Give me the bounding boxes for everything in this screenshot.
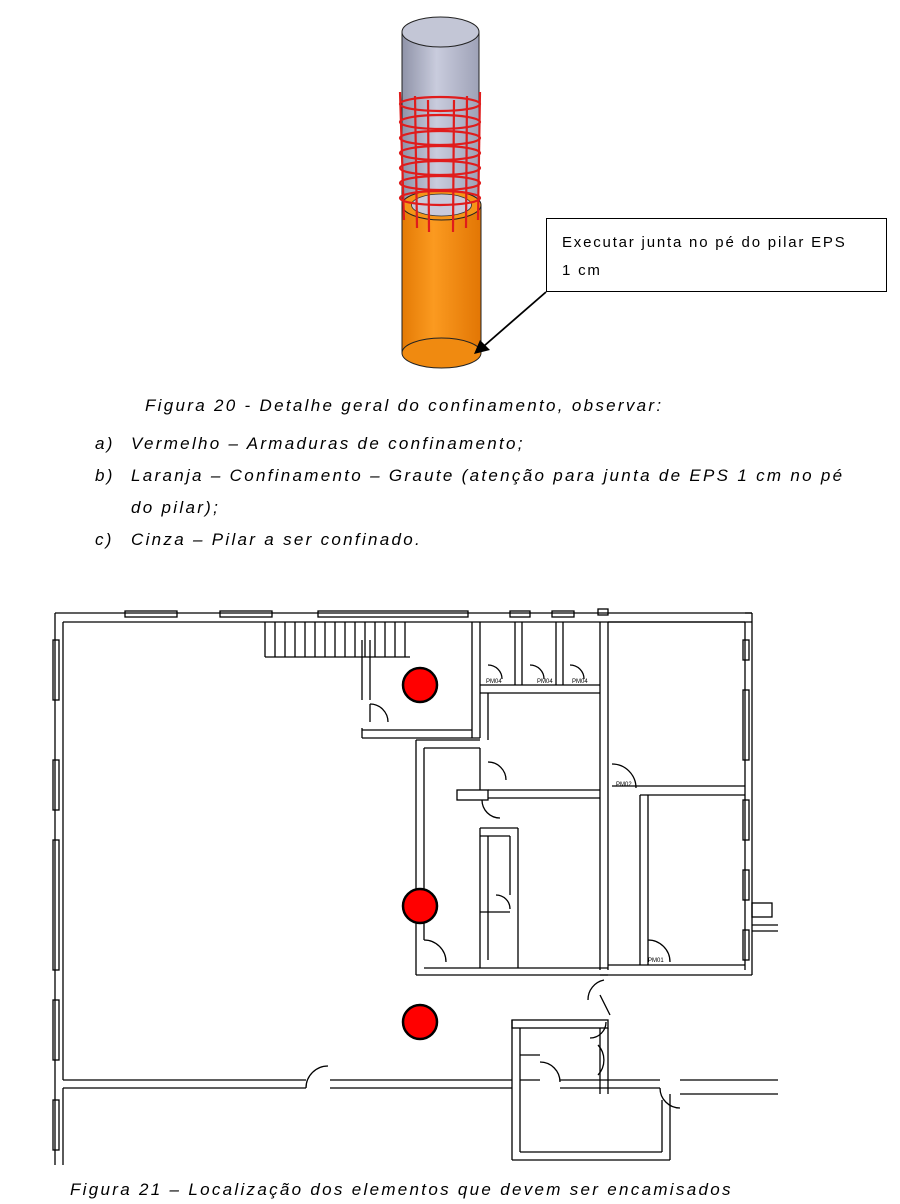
callout-line-1: Executar junta no pé do pilar EPS: [562, 234, 847, 251]
color-legend-list: [95, 428, 855, 556]
door-label-pm04: PM04: [486, 679, 502, 685]
eps-joint-callout: [546, 218, 887, 292]
pillar-location-markers: [403, 668, 437, 1039]
pillar-marker: [403, 668, 437, 702]
list-marker: c): [95, 530, 114, 549]
list-text: Vermelho – Armaduras de confinamento;: [131, 434, 525, 453]
pillar-confinement-illustration: [380, 10, 560, 375]
door-label-pm02: PM02: [616, 782, 632, 788]
door-label-pm01: PM01: [648, 958, 664, 964]
list-item: [95, 460, 855, 524]
list-item: [95, 524, 855, 556]
list-item: [95, 428, 855, 460]
pillar-marker: [403, 889, 437, 923]
pillar-marker: [403, 1005, 437, 1039]
door-label-pm04: PM04: [572, 679, 588, 685]
callout-line-2: 1 cm: [562, 262, 602, 279]
door-label-pm04: PM04: [537, 679, 553, 685]
pm04-door-labels: [486, 679, 588, 685]
callout-arrow: [474, 292, 546, 354]
figure-20-caption: Figura 20 - Detalhe geral do confinamento, observar:: [145, 396, 664, 415]
list-text: Laranja – Confinamento – Graute (atenção para junta de EPS 1 cm no pé do pilar);: [131, 466, 845, 517]
list-text: Cinza – Pilar a ser confinado.: [131, 530, 423, 549]
figure-21-caption: Figura 21 – Localização dos elementos que devem ser encamisados: [70, 1180, 733, 1199]
list-marker: a): [95, 434, 115, 453]
list-marker: b): [95, 466, 115, 485]
orange-grout-jacket: [402, 190, 481, 368]
floor-plan: [0, 600, 900, 1170]
